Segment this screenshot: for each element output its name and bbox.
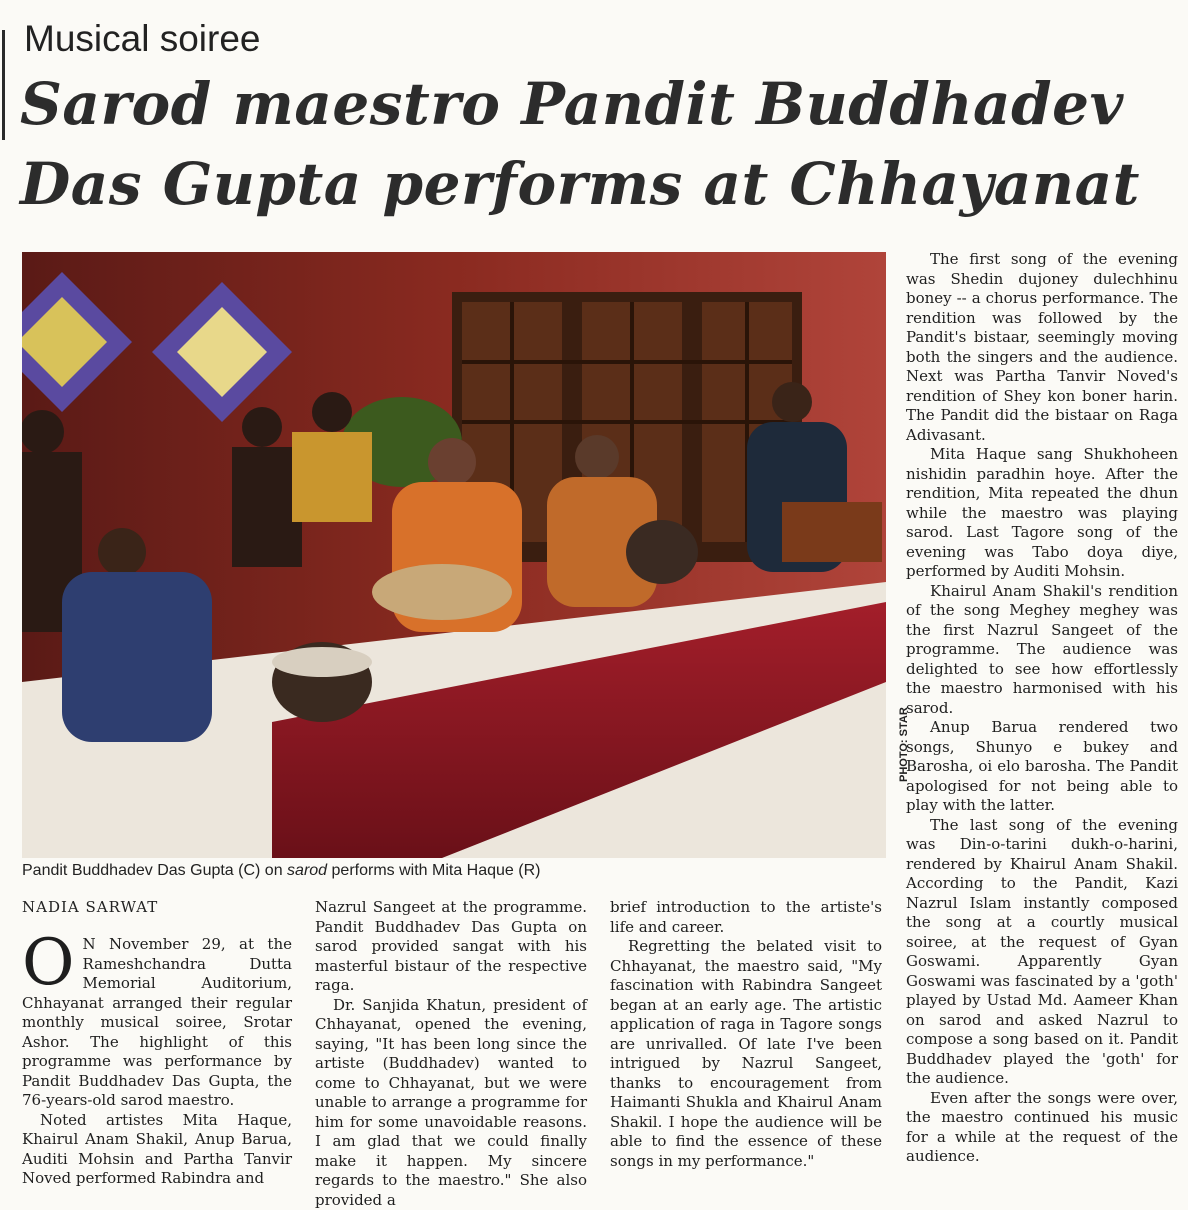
paragraph: Mita Haque sang Shukhoheen nishidin paradhin hoye. After the rendition, Mita repeated the dhun while the maestro was playing sarod. Last Tagore song of the evening was Tabo doya diye, performed by Auditi Mohsin. xyxy=(906,445,1178,582)
article-column-3 xyxy=(610,898,882,1171)
paragraph: Noted artistes Mita Haque, Khairul Anam Shakil, Anup Barua, Auditi Mohsin and Partha Tanvir Noved performed Rabindra and xyxy=(22,1111,292,1189)
paragraph: Dr. Sanjida Khatun, president of Chhayanat, opened the evening, saying, "It has been long since the artiste (Buddhadev) wanted to come to Chhayanat, but we were unable to arrange a programme for him for some unavoidable reasons. I am glad that we could finally make it happen. My sincere regards to the maestro." She also provided a xyxy=(315,996,587,1210)
paragraph: Anup Barua rendered two songs, Shunyo e bukey and Barosha, oi elo barosha. The Pandit apologised for not being able to play with the latter. xyxy=(906,718,1178,816)
drop-cap: O xyxy=(22,937,74,989)
photo-caption xyxy=(22,862,882,880)
headline: Sarod maestro Pandit Buddhadev Das Gupta performs at Chhayanat xyxy=(20,64,1180,224)
caption-pre: Pandit Buddhadev Das Gupta (C) on xyxy=(22,862,287,879)
paragraph: The last song of the evening was Din-o-tarini dukh-o-harini, rendered by Khairul Anam Shakil. According to the Pandit, Kazi Nazrul Islam instantly composed the song at a courtly musical soiree, at the request of Gyan Goswami. Apparently Gyan Goswami was fascinated by a 'goth' played by Ustad Md. Aameer Khan on sarod and asked Nazrul to compose a song based on it. Pandit Buddhadev played the 'goth' for the audience. xyxy=(906,816,1178,1089)
paragraph: Even after the songs were over, the maestro continued his music for a while at the request of the audience. xyxy=(906,1089,1178,1167)
column-rule xyxy=(2,30,5,140)
paragraph: brief introduction to the artiste's life and career. xyxy=(610,898,882,937)
paragraph: Regretting the belated visit to Chhayanat, the maestro said, "My fascination with Rabindra Sangeet began at an early age. The artistic application of raga in Tagore songs are unrivalled. Of late I've been intrigued by Nazrul Sangeet, thanks to encouragement from Haimanti Shukla and Khairul Anam Shakil. I hope the audience will be able to find the essence of these songs in my performance." xyxy=(610,937,882,1171)
caption-post: performs with Mita Haque (R) xyxy=(327,862,540,879)
photo-credit: PHOTO: STAR xyxy=(898,707,910,782)
article-column-2 xyxy=(315,898,587,1210)
concert-photo-illustration xyxy=(22,252,886,858)
byline: NADIA SARWAT xyxy=(22,898,158,916)
article-column-4 xyxy=(906,250,1178,1167)
kicker: Musical soiree xyxy=(24,18,260,60)
news-photo xyxy=(22,252,886,858)
article-column-1 xyxy=(22,935,292,1189)
paragraph: Nazrul Sangeet at the programme. Pandit Buddhadev Das Gupta on sarod provided sangat with his masterful bistaur of the respective raga. xyxy=(315,898,587,996)
caption-ital: sarod xyxy=(287,862,327,879)
paragraph: N November 29, at the Rameshchandra Dutta Memorial Auditorium, Chhayanat arranged their regular monthly musical soiree, Srotar Ashor. The highlight of this programme was performance by Pandit Buddhadev Das Gupta, the 76-years-old sarod maestro. xyxy=(22,935,292,1111)
paragraph: Khairul Anam Shakil's rendition of the song Meghey meghey was the first Nazrul Sangeet of the programme. The audience was delighted to see how effortlessly the maestro harmonised with his sarod. xyxy=(906,582,1178,719)
paragraph: The first song of the evening was Shedin dujoney dulechhinu boney -- a chorus performance. The rendition was followed by the Pandit's bistaar, seemingly moving both the singers and the audience. Next was Partha Tanvir Noved's rendition of Shey kon boner harin. The Pandit did the bistaar on Raga Adivasant. xyxy=(906,250,1178,445)
